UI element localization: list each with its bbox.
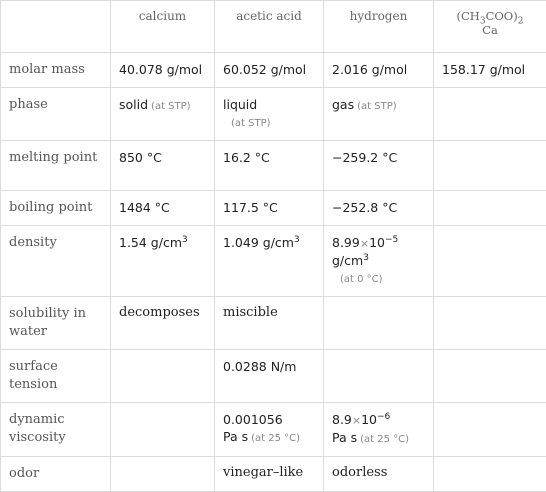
cell-empty xyxy=(111,350,215,403)
column-header-calcium-acetate: $(CH_3COO)_2$ Ca xyxy=(434,1,546,53)
cell-empty xyxy=(434,350,546,403)
row-phase xyxy=(1,88,546,141)
cell-value: $8.9\times 10^{-6}$ Pa s (at 25 °C) xyxy=(324,403,434,457)
cell-value: 16.2 °C xyxy=(215,141,324,191)
cell-empty xyxy=(434,88,546,141)
cell-value: 158.17 g/mol xyxy=(434,53,546,88)
row-label: dynamic viscosity xyxy=(1,403,111,457)
cell-value: 0.0288 N/m xyxy=(215,350,324,403)
cell-empty xyxy=(434,297,546,350)
cell-value: 60.052 g/mol xyxy=(215,53,324,88)
row-molar-mass xyxy=(1,53,546,88)
column-header-acetic-acid: acetic acid xyxy=(215,1,324,53)
cell-value: −252.8 °C xyxy=(324,191,434,226)
cell-value: −259.2 °C xyxy=(324,141,434,191)
cell-value: odorless xyxy=(324,457,434,492)
row-odor xyxy=(1,457,546,492)
cell-value: miscible xyxy=(215,297,324,350)
row-label: odor xyxy=(1,457,111,492)
condition-note: (at STP) xyxy=(357,101,397,112)
cell-value: 1.54 $g/cm^3$ xyxy=(111,226,215,297)
cell-value: $8.99\times 10^{-5}$ $g/cm^3$ (at 0 °C) xyxy=(324,226,434,297)
cell-value: 1.049 $g/cm^3$ xyxy=(215,226,324,297)
condition-note: (at 0 °C) xyxy=(340,271,425,288)
cell-empty xyxy=(324,297,434,350)
cell-empty xyxy=(324,350,434,403)
cell-value: gas (at STP) xyxy=(324,88,434,141)
row-viscosity xyxy=(1,403,546,457)
cell-value: liquid (at STP) xyxy=(215,88,324,141)
cell-value: vinegar–like xyxy=(215,457,324,492)
cell-value: solid (at STP) xyxy=(111,88,215,141)
row-density xyxy=(1,226,546,297)
cell-value: 850 °C xyxy=(111,141,215,191)
row-label: surface tension xyxy=(1,350,111,403)
row-surface-tension xyxy=(1,350,546,403)
row-label: melting point xyxy=(1,141,111,191)
cell-empty xyxy=(434,141,546,191)
row-label: boiling point xyxy=(1,191,111,226)
column-header-calcium: calcium xyxy=(111,1,215,53)
condition-note: (at 25 °C) xyxy=(251,433,300,444)
column-header-hydrogen: hydrogen xyxy=(324,1,434,53)
cell-value: decomposes xyxy=(111,297,215,350)
cell-empty xyxy=(111,403,215,457)
cell-value: 0.001056 Pa s (at 25 °C) xyxy=(215,403,324,457)
row-label: solubility in water xyxy=(1,297,111,350)
condition-note: (at STP) xyxy=(151,101,191,112)
cell-value: 1484 °C xyxy=(111,191,215,226)
condition-note: (at 25 °C) xyxy=(360,434,409,445)
cell-empty xyxy=(434,457,546,492)
cell-empty xyxy=(111,457,215,492)
row-label: phase xyxy=(1,88,111,141)
cell-empty xyxy=(434,226,546,297)
cell-empty xyxy=(434,191,546,226)
cell-value: 117.5 °C xyxy=(215,191,324,226)
condition-note: (at STP) xyxy=(231,115,315,132)
cell-value: 40.078 g/mol xyxy=(111,53,215,88)
row-boiling-point xyxy=(1,191,546,226)
row-label: molar mass xyxy=(1,53,111,88)
row-solubility xyxy=(1,297,546,350)
cell-empty xyxy=(434,403,546,457)
row-label: density xyxy=(1,226,111,297)
corner-cell xyxy=(1,1,111,53)
header-row xyxy=(1,1,546,53)
row-melting-point xyxy=(1,141,546,191)
cell-value: 2.016 g/mol xyxy=(324,53,434,88)
